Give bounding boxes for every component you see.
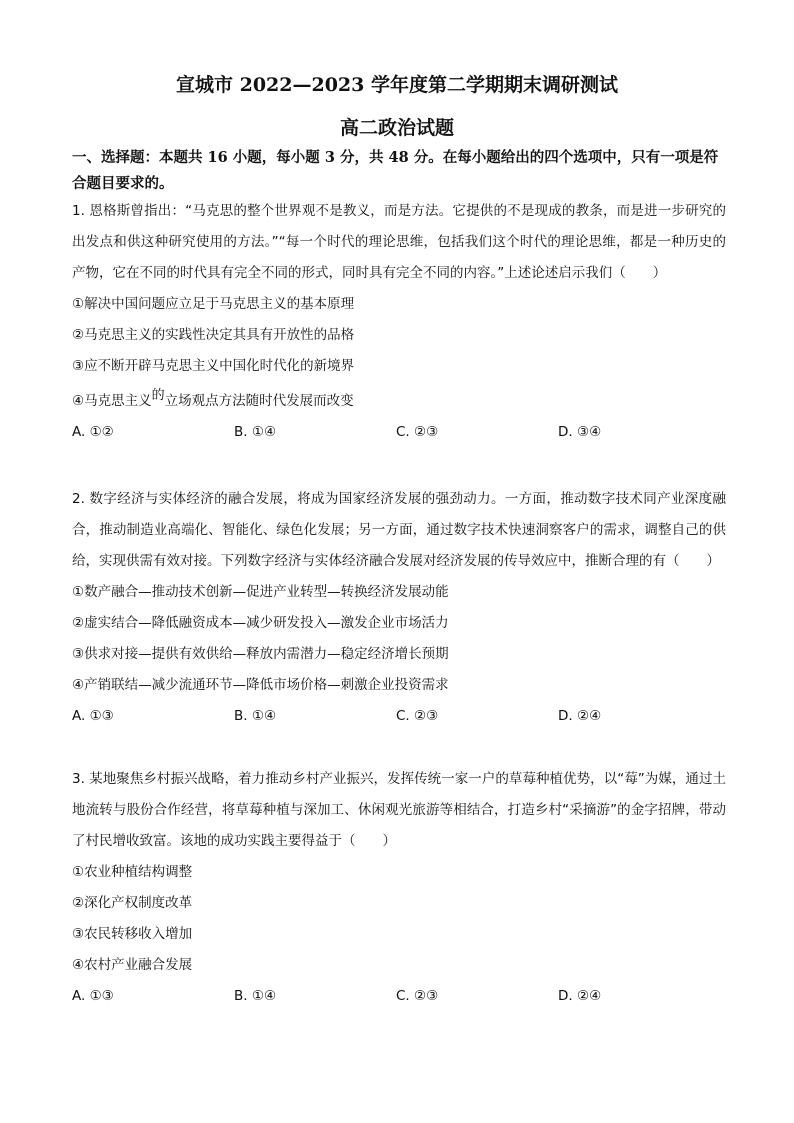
- question-2: [72, 484, 726, 732]
- choice-c[interactable]: C. ②③: [396, 988, 439, 1004]
- statement-item: ①解决中国问题应立足于马克思主义的基本原理: [72, 296, 355, 312]
- statement-rest: 立场观点方法随时代发展而改变: [164, 393, 354, 409]
- question-1: [72, 196, 726, 448]
- choice-d[interactable]: D. ②④: [558, 708, 602, 724]
- section-heading: 一、选择题：本题共 16 小题，每小题 3 分，共 48 分。在每小题给出的四个选项中，只有一项是符合题目要求的。: [72, 149, 719, 192]
- answer-choices: [72, 981, 726, 1012]
- answer-choices: [72, 417, 726, 448]
- statement-item: ②马克思主义的实践性决定其具有开放性的品格: [72, 327, 355, 343]
- choice-b[interactable]: B. ①④: [234, 988, 277, 1004]
- choice-c[interactable]: C. ②③: [396, 424, 439, 440]
- choice-b[interactable]: B. ①④: [234, 708, 277, 724]
- choice-a[interactable]: A. ①②: [72, 424, 114, 440]
- answer-choices: [72, 701, 726, 732]
- choice-d[interactable]: D. ②④: [558, 988, 602, 1004]
- choice-d[interactable]: D. ③④: [558, 424, 602, 440]
- question-stem: 2. 数字经济与实体经济的融合发展，将成为国家经济发展的强劲动力。一方面，推动数字技术同产业深度融合，推动制造业高端化、智能化、绿色化发展；另一方面，通过数字技术快速洞察客户的需求，调整自己的供给，实现供需有效对接。下列数字经济与实体经济融合发展对经济发展的传导效应中，推断合理的有（ ）: [72, 491, 726, 569]
- choice-c[interactable]: C. ②③: [396, 708, 439, 724]
- question-stem: 1. 恩格斯曾指出：“马克思的整个世界观不是教义，而是方法。它提供的不是现成的教条，而是进一步研究的出发点和供这种研究使用的方法。”“每一个时代的理论思维，包括我们这个时代的理论思维，都是一种历史的产物，它在不同的时代具有完全不同的形式，同时具有完全不同的内容。”上述论述启示我们（ ）: [72, 203, 726, 281]
- exam-title: 宣城市 2022—2023 学年度第二学期期末调研测试: [176, 74, 618, 96]
- statement-item: ②虚实结合—降低融资成本—减少研发投入—激发企业市场活力: [72, 615, 449, 631]
- statement-item: ③供求对接—提供有效供给—释放内需潜力—稳定经济增长预期: [72, 646, 449, 662]
- exam-subtitle: 高二政治试题: [339, 117, 454, 139]
- statement-item: ④产销联结—减少流通环节—降低市场价格—刺激企业投资需求: [72, 677, 449, 693]
- statement-item: ②深化产权制度改革: [72, 895, 193, 911]
- statement-item: ③应不断开辟马克思主义中国化时代化的新境界: [72, 358, 355, 374]
- statement-item: [72, 386, 726, 417]
- statement-prefix: ④马克思主义: [72, 393, 152, 409]
- choice-a[interactable]: A. ①③: [72, 988, 114, 1004]
- statement-item: ④农村产业融合发展: [72, 957, 193, 973]
- question-stem: 3. 某地聚焦乡村振兴战略，着力推动乡村产业振兴，发挥传统一家一户的草莓种植优势，以“莓”为媒，通过土地流转与股份合作经营，将草莓种植与深加工、休闲观光旅游等相结合，打造乡村“采摘游”的金字招牌，带动了村民增收致富。该地的成功实践主要得益于（ ）: [72, 771, 726, 849]
- statement-item: ①数产融合—推动技术创新—促进产业转型—转换经济发展动能: [72, 584, 449, 600]
- statement-sup: 的: [151, 388, 165, 403]
- question-3: [72, 764, 726, 1012]
- statement-item: ③农民转移收入增加: [72, 926, 193, 942]
- statement-item: ①农业种植结构调整: [72, 864, 193, 880]
- choice-a[interactable]: A. ①③: [72, 708, 114, 724]
- choice-b[interactable]: B. ①④: [234, 424, 277, 440]
